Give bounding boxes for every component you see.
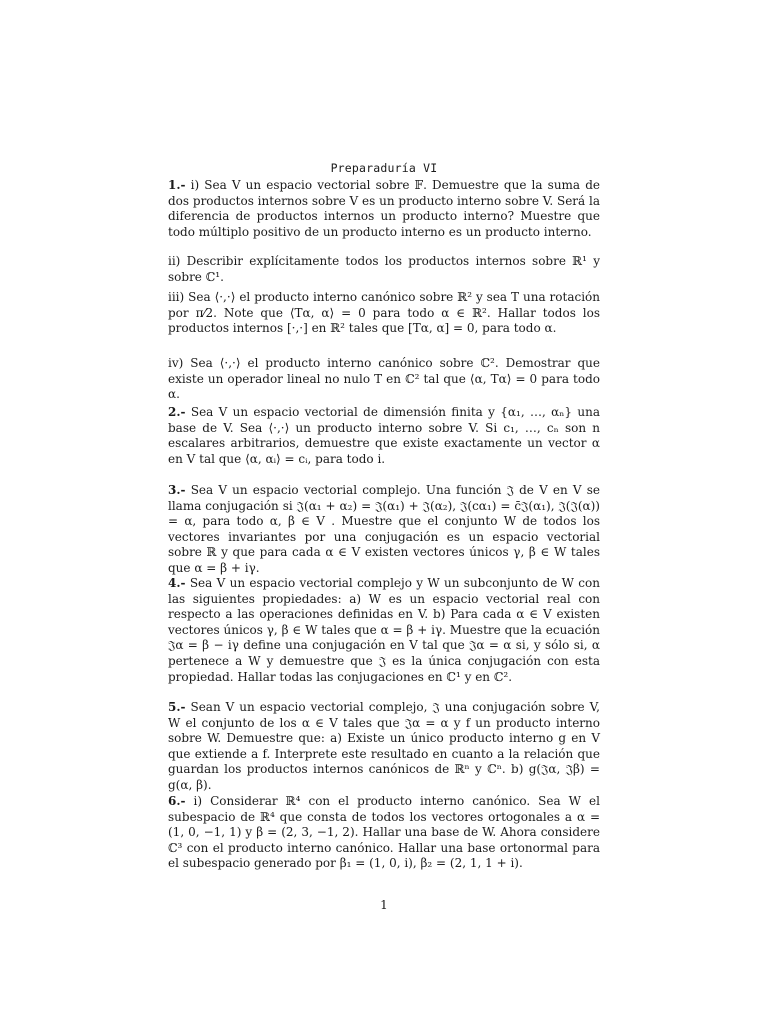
problem-4 (168, 576, 600, 685)
problem-text: iii) Sea ⟨·,·⟩ el producto interno canónico sobre ℝ² y sea T una rotación por π⁄2. Note que ⟨Tα, α⟩ = 0 para todo α ∈ ℝ². Hallar todos los productos internos [·,·] en ℝ² tales que [Tα, α] = 0, para todo α. (168, 290, 600, 336)
problem-text: Sea V un espacio vectorial de dimensión finita y {α₁, …, αₙ} una base de V. Sea ⟨·,·⟩ un producto interno sobre V. Si c₁, …, cₙ son n escalares arbitrarios, demuestre que existe exactamente un vector α en V tal que ⟨α, αᵢ⟩ = cᵢ, para todo i. (168, 405, 600, 466)
problem-number: 5.- (168, 700, 186, 714)
problem-1-part-ii (168, 254, 600, 285)
problem-3 (168, 483, 600, 577)
problem-text: iv) Sea ⟨·,·⟩ el producto interno canónico sobre ℂ². Demostrar que existe un operador lineal no nulo T en ℂ² tal que ⟨α, Tα⟩ = 0 para todo α. (168, 356, 600, 402)
problem-text: Sea V un espacio vectorial complejo. Una función 𝔍 de V en V se llama conjugación si 𝔍(α₁ + α₂) = 𝔍(α₁) + 𝔍(α₂), 𝔍(cα₁) = c̄𝔍(α₁), 𝔍(𝔍(α)) = α, para todo α, β ∈ V . Muestre que el conjunto W de todos los vectores invariantes por una conjugación es un espacio vectorial sobre ℝ y que para cada α ∈ V existen vectores únicos γ, β ∈ W tales que α = β + iγ. (168, 483, 600, 575)
problem-2 (168, 405, 600, 467)
page-number: 1 (380, 898, 388, 912)
problem-number: 2.- (168, 405, 186, 419)
problem-1-part-i (168, 178, 600, 240)
problem-text: ii) Describir explícitamente todos los productos internos sobre ℝ¹ y sobre ℂ¹. (168, 254, 600, 284)
problem-number: 4.- (168, 576, 186, 590)
problem-text: Sea V un espacio vectorial complejo y W un subconjunto de W con las siguientes propiedades: a) W es un espacio vectorial real con respecto a las operaciones definidas en V. b) Para cada α ∈ V existen vectores únicos γ, β ∈ W tales que α = β + iγ. Muestre que la ecuación 𝔍α = β − iγ define una conjugación en V tal que 𝔍α = α si, y sólo si, α pertenece a W y demuestre que 𝔍 es la única conjugación con esta propiedad. Hallar todas las conjugaciones en ℂ¹ y en ℂ². (168, 576, 600, 684)
problem-text: Sean V un espacio vectorial complejo, 𝔍 una conjugación sobre V, W el conjunto de los α ∈ V tales que 𝔍α = α y f un producto interno sobre W. Demuestre que: a) Existe un único producto interno g en V que extiende a f. Interprete este resultado en cuanto a la relación que guardan los productos internos canónicos de ℝⁿ y ℂⁿ. b) g(𝔍α, 𝔍β) = g(α, β). (168, 700, 600, 792)
problem-text: i) Considerar ℝ⁴ con el producto interno canónico. Sea W el subespacio de ℝ⁴ que consta de todos los vectores ortogonales a α = (1, 0, −1, 1) y β = (2, 3, −1, 2). Hallar una base de W. Ahora considere ℂ³ con el producto interno canónico. Hallar una base ortonormal para el subespacio generado por β₁ = (1, 0, i), β₂ = (2, 1, 1 + i). (168, 794, 600, 871)
problem-number: 3.- (168, 483, 186, 497)
problem-number: 6.- (168, 794, 186, 808)
problem-text: i) Sea V un espacio vectorial sobre 𝔽. Demuestre que la suma de dos productos internos sobre V es un producto interno sobre V. Será la diferencia de productos internos un producto interno? Muestre que todo múltiplo positivo de un producto interno es un producto interno. (168, 178, 600, 239)
problem-1-part-iv (168, 356, 600, 403)
problem-number: 1.- (168, 178, 186, 192)
problem-6 (168, 794, 600, 872)
problem-5 (168, 700, 600, 794)
page-title: Preparaduría VI (330, 161, 438, 175)
problem-1-part-iii (168, 290, 600, 337)
